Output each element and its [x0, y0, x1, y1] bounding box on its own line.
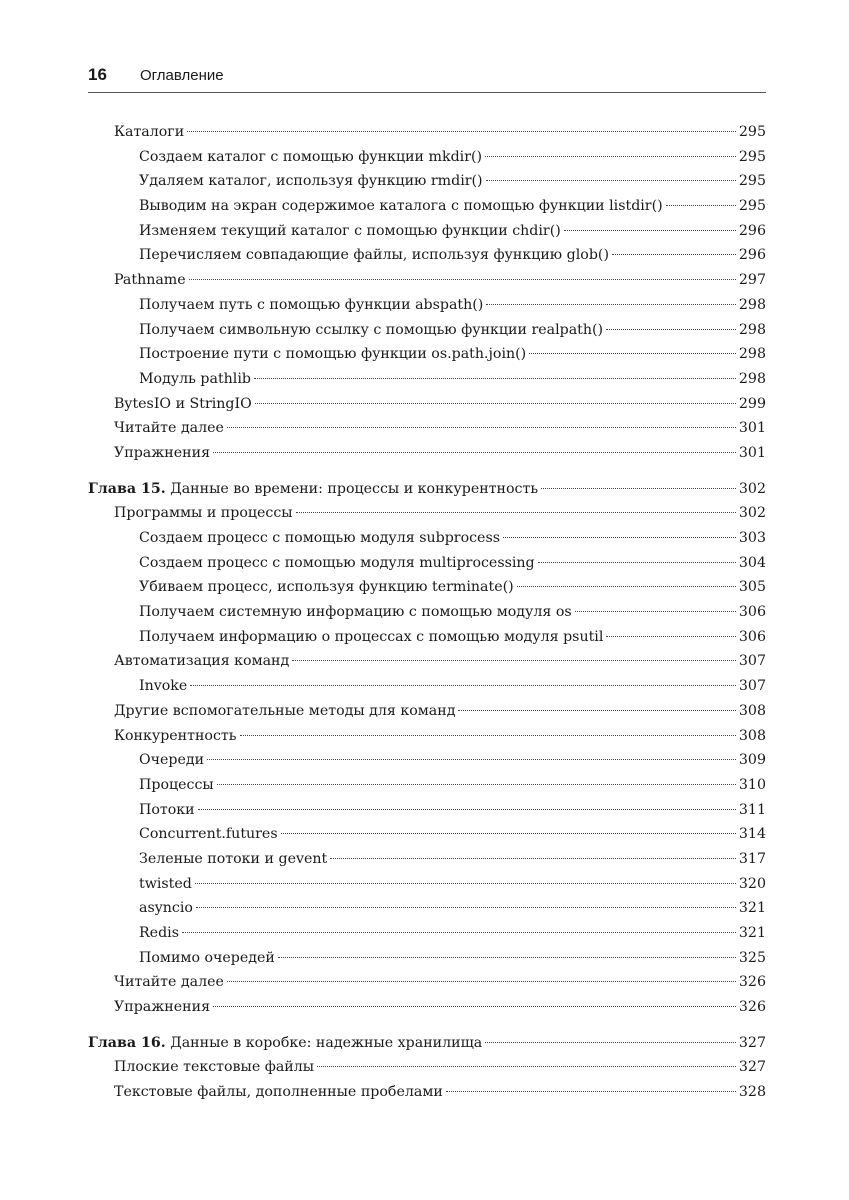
dot-leader [213, 1006, 736, 1007]
toc-entry-label: Pathname [114, 272, 186, 289]
toc-entry[interactable] [88, 674, 766, 699]
toc-entry[interactable] [88, 896, 766, 921]
toc-entry[interactable] [88, 367, 766, 392]
toc-page-number: 326 [738, 974, 766, 991]
toc-entry[interactable] [88, 120, 766, 145]
dot-leader [485, 1042, 736, 1043]
chapter-number: Глава 16. [88, 1034, 166, 1051]
dot-leader [278, 957, 736, 958]
toc-entry[interactable] [88, 822, 766, 847]
toc-entry[interactable] [88, 441, 766, 466]
toc-chapter-entry[interactable] [88, 477, 766, 502]
toc-entry-label: Зеленые потоки и gevent [139, 850, 328, 867]
dot-leader [538, 562, 736, 563]
dot-leader [187, 131, 736, 132]
table-of-contents [88, 120, 766, 1105]
dot-leader [446, 1091, 736, 1092]
toc-page-number: 327 [738, 1059, 766, 1076]
toc-entry-label: Программы и процессы [114, 505, 293, 522]
toc-entry[interactable] [88, 970, 766, 995]
dot-leader [213, 452, 736, 453]
toc-page-number: 308 [738, 702, 766, 719]
toc-entry-label: Concurrent.futures [139, 826, 278, 843]
toc-page-number: 298 [738, 296, 766, 313]
toc-entry[interactable] [88, 921, 766, 946]
toc-entry[interactable] [88, 995, 766, 1020]
dot-leader [196, 907, 736, 908]
chapter-title: Данные в коробке: надежные хранилища [170, 1034, 483, 1051]
dot-leader [330, 858, 736, 859]
toc-entry-label: Упражнения [114, 444, 211, 461]
dot-leader [182, 932, 736, 933]
dot-leader [458, 710, 735, 711]
toc-page-number: 304 [738, 554, 766, 571]
toc-entry[interactable] [88, 798, 766, 823]
toc-entry[interactable] [88, 1080, 766, 1105]
toc-entry-label: BytesIO и StringIO [114, 395, 252, 412]
toc-entry-label: asyncio [139, 900, 193, 917]
toc-entry-label: Удаляем каталог, используя функцию rmdir() [139, 173, 483, 190]
toc-entry[interactable] [88, 416, 766, 441]
toc-entry[interactable] [88, 699, 766, 724]
toc-page-number: 328 [738, 1084, 766, 1101]
toc-page-number: 305 [738, 579, 766, 596]
toc-entry[interactable] [88, 946, 766, 971]
toc-page-number: 295 [738, 173, 766, 190]
toc-entry-label [88, 1031, 482, 1056]
toc-entry-label: Убиваем процесс, используя функцию terminate() [139, 579, 514, 596]
toc-entry-label: Изменяем текущий каталог с помощью функции chdir() [139, 222, 561, 239]
toc-page-number: 311 [738, 801, 766, 818]
chapter-title: Данные во времени: процессы и конкурентность [170, 480, 539, 497]
toc-page-number: 301 [738, 420, 766, 437]
toc-entry[interactable] [88, 872, 766, 897]
toc-entry[interactable] [88, 625, 766, 650]
toc-entry[interactable] [88, 501, 766, 526]
toc-page-number: 309 [738, 752, 766, 769]
toc-page-number: 302 [738, 480, 766, 497]
toc-page-number: 321 [738, 900, 766, 917]
toc-entry-label: Получаем путь с помощью функции abspath() [139, 296, 484, 313]
toc-entry-label: Создаем процесс с помощью модуля multiprocessing [139, 554, 535, 571]
toc-page-number: 298 [738, 346, 766, 363]
toc-page-number: 303 [738, 530, 766, 546]
toc-page-number: 310 [738, 776, 766, 793]
chapter-number: Глава 15. [88, 480, 166, 497]
toc-entry[interactable] [88, 243, 766, 268]
toc-page-number: 325 [738, 949, 766, 966]
toc-entry-label: Модуль pathlib [139, 370, 251, 387]
toc-entry-label: Очереди [139, 752, 205, 769]
toc-page-number: 314 [738, 826, 766, 843]
toc-chapter-entry[interactable] [88, 1031, 766, 1056]
toc-entry[interactable] [88, 551, 766, 576]
dot-leader [503, 537, 736, 538]
dot-leader [485, 156, 736, 157]
toc-entry[interactable] [88, 342, 766, 367]
dot-leader [292, 660, 736, 661]
toc-entry-label: Читайте далее [114, 974, 224, 991]
toc-page-number: 307 [738, 678, 766, 695]
toc-page-number: 317 [738, 850, 766, 867]
toc-page-number: 306 [738, 628, 766, 645]
toc-entry[interactable] [88, 526, 766, 551]
toc-entry[interactable] [88, 169, 766, 194]
toc-entry[interactable] [88, 575, 766, 600]
toc-page-number: 321 [738, 925, 766, 941]
dot-leader [541, 488, 736, 489]
dot-leader [207, 759, 736, 760]
toc-entry[interactable] [88, 268, 766, 293]
dot-leader [255, 403, 736, 404]
toc-entry[interactable] [88, 219, 766, 244]
toc-entry[interactable] [88, 649, 766, 674]
dot-leader [486, 180, 736, 181]
toc-entry-label: Invoke [139, 678, 188, 695]
toc-entry-label: Упражнения [114, 999, 211, 1016]
dot-leader [254, 378, 736, 379]
page-number: 16 [88, 65, 107, 84]
dot-leader [612, 254, 736, 255]
dot-leader [190, 685, 736, 686]
toc-page-number: 301 [738, 444, 766, 461]
toc-entry-label: Автоматизация команд [114, 653, 290, 670]
toc-entry-label: Плоские текстовые файлы [114, 1059, 315, 1076]
toc-entry[interactable] [88, 600, 766, 625]
dot-leader [529, 353, 736, 354]
dot-leader [240, 735, 736, 736]
toc-entry-label: Создаем процесс с помощью модуля subprocess [139, 530, 501, 546]
page-header [88, 64, 766, 93]
dot-leader [666, 205, 736, 206]
toc-page-number: 302 [738, 505, 766, 522]
toc-page-number: 320 [738, 875, 766, 892]
dot-leader [606, 329, 736, 330]
toc-page-number: 306 [738, 604, 766, 621]
toc-page-number: 327 [738, 1034, 766, 1051]
dot-leader [198, 809, 736, 810]
toc-entry[interactable] [88, 773, 766, 798]
toc-entry-label: Получаем символьную ссылку с помощью функции realpath() [139, 321, 604, 338]
toc-entry[interactable] [88, 318, 766, 343]
toc-entry-label: Читайте далее [114, 420, 224, 437]
dot-leader [281, 833, 736, 834]
dot-leader [227, 981, 736, 982]
toc-entry[interactable] [88, 392, 766, 417]
toc-entry[interactable] [88, 1055, 766, 1080]
toc-entry[interactable] [88, 145, 766, 170]
toc-entry-label: Текстовые файлы, дополненные пробелами [114, 1084, 443, 1101]
toc-entry[interactable] [88, 748, 766, 773]
toc-entry-label: Конкурентность [114, 727, 237, 744]
dot-leader [486, 304, 736, 305]
toc-entry-label: Другие вспомогательные методы для команд [114, 702, 456, 719]
toc-page-number: 307 [738, 653, 766, 670]
toc-page-number: 299 [738, 395, 766, 412]
dot-leader [606, 636, 736, 637]
toc-entry-label: Перечисляем совпадающие файлы, используя функцию glob() [139, 247, 609, 264]
toc-page-number: 295 [738, 148, 766, 165]
dot-leader [296, 512, 736, 513]
toc-entry-label: Получаем информацию о процессах с помощью модуля psutil [139, 628, 604, 645]
toc-entry[interactable] [88, 293, 766, 318]
dot-leader [217, 784, 736, 785]
toc-entry[interactable] [88, 194, 766, 219]
toc-page-number: 326 [738, 999, 766, 1016]
toc-page-number: 298 [738, 321, 766, 338]
toc-entry-label: Потоки [139, 801, 195, 818]
toc-entry-label: Построение пути с помощью функции os.path.join() [139, 346, 527, 363]
toc-entry-label: Помимо очередей [139, 949, 275, 966]
toc-page-number: 298 [738, 370, 766, 387]
toc-entry-label: Создаем каталог с помощью функции mkdir() [139, 148, 483, 165]
dot-leader [517, 586, 736, 587]
toc-entry-label: Процессы [139, 776, 214, 793]
toc-entry-label: Redis [139, 925, 179, 941]
header-title: Оглавление [140, 67, 224, 84]
toc-entry-label: Получаем системную информацию с помощью модуля os [139, 604, 572, 621]
dot-leader [564, 230, 736, 231]
dot-leader [575, 611, 736, 612]
toc-page-number: 296 [738, 222, 766, 239]
toc-page-number: 295 [738, 198, 766, 215]
dot-leader [227, 427, 736, 428]
toc-page-number: 295 [738, 124, 766, 140]
toc-page-number: 297 [738, 272, 766, 289]
toc-entry[interactable] [88, 847, 766, 872]
dot-leader [189, 279, 736, 280]
toc-page-number: 296 [738, 247, 766, 264]
dot-leader [195, 883, 736, 884]
toc-page-number: 308 [738, 727, 766, 744]
toc-entry-label: Каталоги [114, 124, 185, 140]
toc-entry-label: twisted [139, 875, 192, 892]
toc-entry-label: Выводим на экран содержимое каталога с помощью функции listdir() [139, 198, 663, 215]
toc-entry-label [88, 477, 538, 502]
dot-leader [317, 1066, 736, 1067]
toc-entry[interactable] [88, 724, 766, 749]
